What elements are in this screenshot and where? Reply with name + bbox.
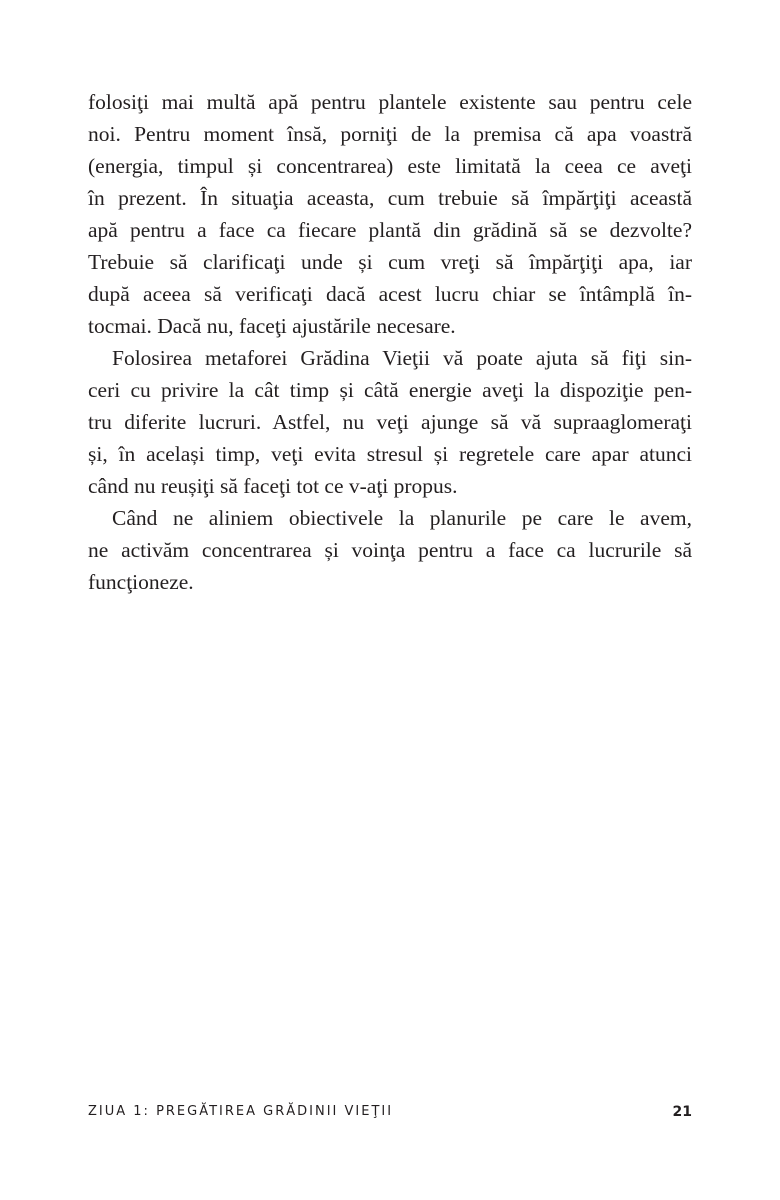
text-line: după aceea să verificaţi dacă acest lucru chiar se întâmplă în- bbox=[88, 282, 692, 306]
running-head: ZIUA 1: PREGĂTIREA GRĂDINII VIEŢII bbox=[88, 1104, 394, 1119]
text-line: noi. Pentru moment însă, porniţi de la premisa că apa voastră bbox=[88, 122, 692, 146]
text-line: ne activăm concentrarea și voinţa pentru a face ca lucrurile să bbox=[88, 538, 692, 562]
text-line: ceri cu privire la cât timp și câtă energie aveţi la dispoziţie pen- bbox=[88, 378, 692, 402]
text-line: Trebuie să clarificaţi unde și cum vreţi să împărţiţi apa, iar bbox=[88, 250, 692, 274]
body-text bbox=[88, 86, 692, 598]
text-line: în prezent. În situaţia aceasta, cum trebuie să împărţiţi această bbox=[88, 186, 692, 210]
paragraph-1 bbox=[88, 86, 692, 342]
page-number: 21 bbox=[672, 1104, 692, 1120]
text-line: când nu reușiţi să faceţi tot ce v-aţi propus. bbox=[88, 474, 458, 498]
paragraph-2 bbox=[88, 342, 692, 502]
text-line: apă pentru a face ca fiecare plantă din grădină să se dezvolte? bbox=[88, 218, 692, 242]
page-footer bbox=[88, 1104, 692, 1120]
text-line: folosiţi mai multă apă pentru plantele existente sau pentru cele bbox=[88, 90, 692, 114]
text-line: Folosirea metaforei Grădina Vieţii vă poate ajuta să fiţi sin- bbox=[112, 346, 692, 370]
text-line: tru diferite lucruri. Astfel, nu veţi ajunge să vă supraaglomeraţi bbox=[88, 410, 692, 434]
text-line: (energia, timpul și concentrarea) este limitată la ceea ce aveţi bbox=[88, 154, 692, 178]
text-line: Când ne aliniem obiectivele la planurile pe care le avem, bbox=[112, 506, 692, 530]
text-line: și, în același timp, veţi evita stresul și regretele care apar atunci bbox=[88, 442, 692, 466]
paragraph-3 bbox=[88, 502, 692, 598]
text-line: funcţioneze. bbox=[88, 570, 194, 594]
text-line: tocmai. Dacă nu, faceţi ajustările necesare. bbox=[88, 314, 456, 338]
